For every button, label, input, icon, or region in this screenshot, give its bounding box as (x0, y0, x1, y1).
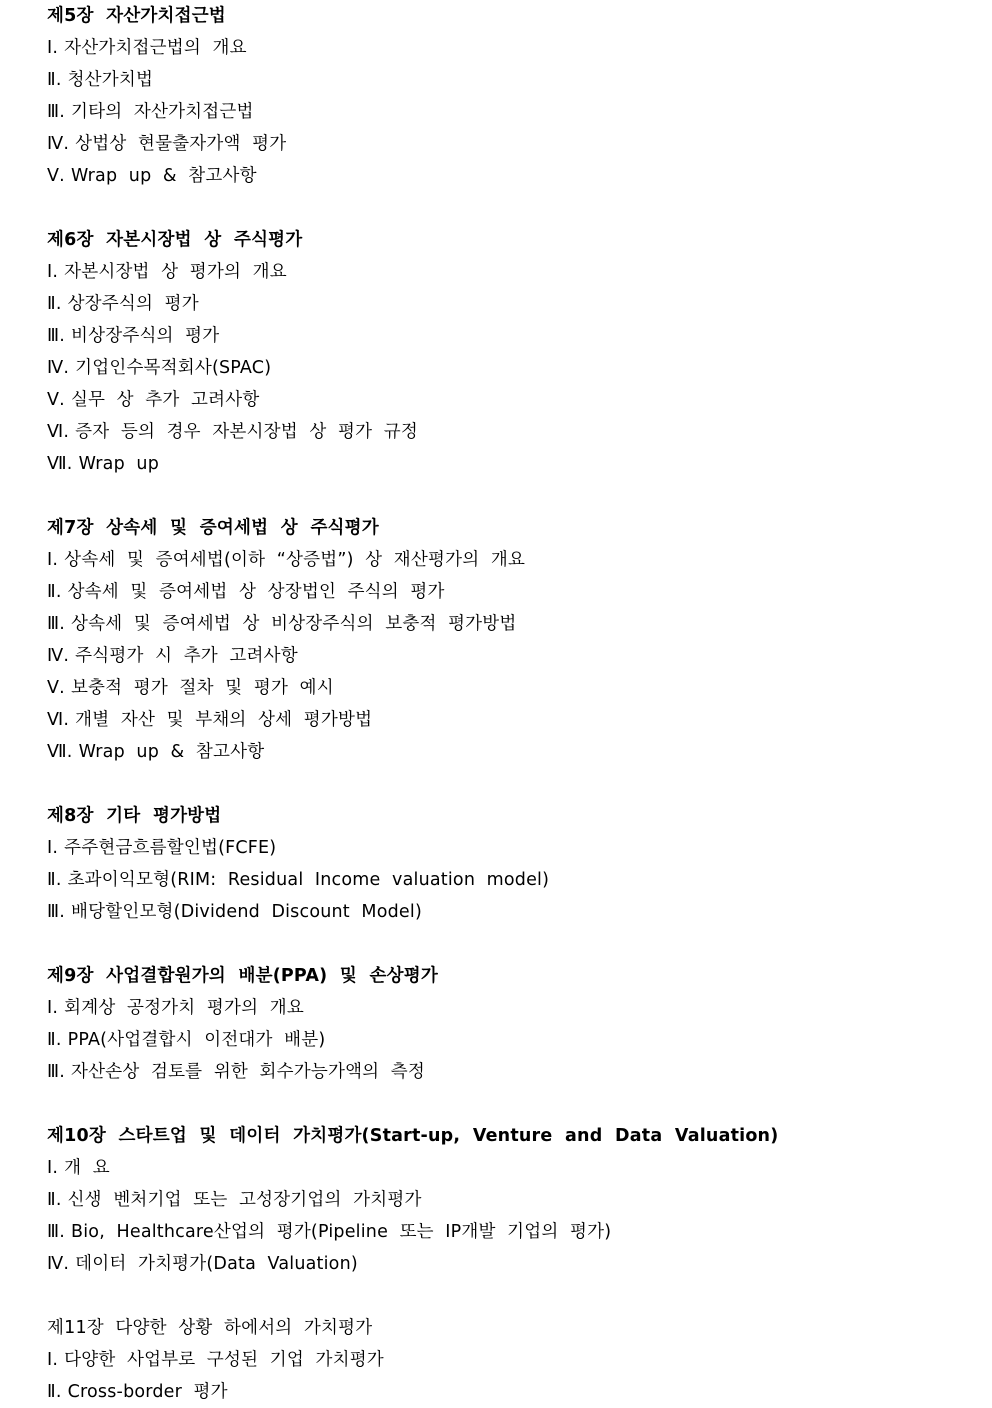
chapter-title: 제8장 기타 평가방법 (47, 806, 222, 826)
item-number: Ⅱ. (47, 294, 62, 314)
item-number: Ⅰ. (47, 1350, 59, 1370)
list-item (47, 832, 967, 864)
item-number: Ⅲ. (47, 102, 66, 122)
list-item (47, 1024, 967, 1056)
item-number: Ⅴ. (47, 390, 65, 410)
item-number: Ⅱ. (47, 1190, 62, 1210)
item-number: Ⅰ. (47, 38, 59, 58)
list-item (47, 1376, 967, 1408)
item-text: 실무 상 추가 고려사항 (70, 390, 260, 410)
item-text: Wrap up & 참고사항 (78, 742, 265, 762)
list-item (47, 1248, 967, 1280)
item-text: 배당할인모형(Dividend Discount Model) (71, 902, 422, 922)
item-text: 상속세 및 증여세법(이하 “상증법”) 상 재산평가의 개요 (64, 550, 526, 570)
item-number: Ⅳ. (47, 1254, 70, 1274)
item-text: 개별 자산 및 부채의 상세 평가방법 (75, 710, 373, 730)
item-text: Cross-border 평가 (67, 1382, 228, 1402)
item-text: Bio, Healthcare산업의 평가(Pipeline 또는 IP개발 기업의 평가) (71, 1222, 612, 1242)
item-number: Ⅲ. (47, 902, 66, 922)
item-text: 상장주식의 평가 (67, 294, 199, 314)
list-item (47, 640, 967, 672)
chapter-11 (47, 1312, 967, 1408)
item-text: 청산가치법 (67, 70, 154, 90)
item-text: 증자 등의 경우 자본시장법 상 평가 규정 (75, 422, 418, 442)
item-number: Ⅰ. (47, 262, 59, 282)
item-text: 데이터 가치평가(Data Valuation) (75, 1254, 358, 1274)
list-item (47, 384, 967, 416)
item-text: 자산손상 검토를 위한 회수가능가액의 측정 (71, 1062, 426, 1082)
item-text: PPA(사업결합시 이전대가 배분) (67, 1030, 326, 1050)
item-number: Ⅲ. (47, 614, 66, 634)
list-item (47, 992, 967, 1024)
chapter-title: 제11장 다양한 상황 하에서의 가치평가 (47, 1318, 373, 1338)
list-item (47, 160, 967, 192)
list-item (47, 1152, 967, 1184)
item-number: Ⅲ. (47, 1062, 66, 1082)
item-number: Ⅲ. (47, 1222, 66, 1242)
item-number: Ⅱ. (47, 1382, 62, 1402)
list-item (47, 864, 967, 896)
list-item (47, 576, 967, 608)
chapter-7 (47, 512, 967, 768)
item-text: 개 요 (64, 1158, 110, 1178)
list-item (47, 352, 967, 384)
item-number: Ⅰ. (47, 1158, 59, 1178)
list-item (47, 288, 967, 320)
item-text: 다양한 사업부로 구성된 기업 가치평가 (64, 1350, 384, 1370)
list-item (47, 608, 967, 640)
list-item (47, 416, 967, 448)
item-number: Ⅳ. (47, 646, 70, 666)
item-number: Ⅱ. (47, 582, 62, 602)
list-item (47, 320, 967, 352)
list-item (47, 544, 967, 576)
item-text: 상속세 및 증여세법 상 비상장주식의 보충적 평가방법 (71, 614, 517, 634)
list-item (47, 672, 967, 704)
list-item (47, 128, 967, 160)
item-number: Ⅳ. (47, 358, 70, 378)
item-text: 기업인수목적회사(SPAC) (75, 358, 272, 378)
item-text: 신생 벤처기업 또는 고성장기업의 가치평가 (67, 1190, 422, 1210)
list-item (47, 1184, 967, 1216)
list-item (47, 704, 967, 736)
list-item (47, 736, 967, 768)
list-item (47, 96, 967, 128)
item-text: 초과이익모형(RIM: Residual Income valuation model) (67, 870, 550, 890)
item-number: Ⅲ. (47, 326, 66, 346)
item-text: 주식평가 시 추가 고려사항 (75, 646, 298, 666)
list-item (47, 1344, 967, 1376)
item-number: Ⅶ. (47, 454, 73, 474)
item-text: 회계상 공정가치 평가의 개요 (64, 998, 304, 1018)
table-of-contents (47, 0, 967, 1408)
chapter-title: 제5장 자산가치접근법 (47, 6, 226, 26)
item-number: Ⅵ. (47, 422, 70, 442)
item-text: 자산가치접근법의 개요 (64, 38, 247, 58)
chapter-6 (47, 224, 967, 480)
chapter-title: 제6장 자본시장법 상 주식평가 (47, 230, 303, 250)
list-item (47, 896, 967, 928)
item-text: 상속세 및 증여세법 상 상장법인 주식의 평가 (67, 582, 445, 602)
chapter-title: 제10장 스타트업 및 데이터 가치평가(Start-up, Venture and Data Valuation) (47, 1126, 779, 1146)
chapter-10 (47, 1120, 967, 1280)
item-number: Ⅳ. (47, 134, 70, 154)
item-text: 기타의 자산가치접근법 (71, 102, 254, 122)
item-number: Ⅰ. (47, 550, 59, 570)
list-item (47, 256, 967, 288)
item-text: Wrap up (78, 454, 160, 474)
item-text: 자본시장법 상 평가의 개요 (64, 262, 287, 282)
item-number: Ⅴ. (47, 166, 65, 186)
list-item (47, 1216, 967, 1248)
chapter-5 (47, 0, 967, 192)
item-number: Ⅱ. (47, 1030, 62, 1050)
item-number: Ⅰ. (47, 998, 59, 1018)
item-number: Ⅶ. (47, 742, 73, 762)
list-item (47, 64, 967, 96)
chapter-8 (47, 800, 967, 928)
item-text: Wrap up & 참고사항 (70, 166, 257, 186)
item-number: Ⅱ. (47, 70, 62, 90)
item-number: Ⅱ. (47, 870, 62, 890)
item-text: 비상장주식의 평가 (71, 326, 220, 346)
item-text: 상법상 현물출자가액 평가 (75, 134, 287, 154)
item-number: Ⅴ. (47, 678, 65, 698)
chapter-title: 제7장 상속세 및 증여세법 상 주식평가 (47, 518, 379, 538)
chapter-title: 제9장 사업결합원가의 배분(PPA) 및 손상평가 (47, 966, 438, 986)
list-item (47, 448, 967, 480)
list-item (47, 32, 967, 64)
item-text: 주주현금흐름할인법(FCFE) (64, 838, 277, 858)
item-text: 보충적 평가 절차 및 평가 예시 (70, 678, 334, 698)
item-number: Ⅰ. (47, 838, 59, 858)
item-number: Ⅵ. (47, 710, 70, 730)
list-item (47, 1056, 967, 1088)
chapter-9 (47, 960, 967, 1088)
